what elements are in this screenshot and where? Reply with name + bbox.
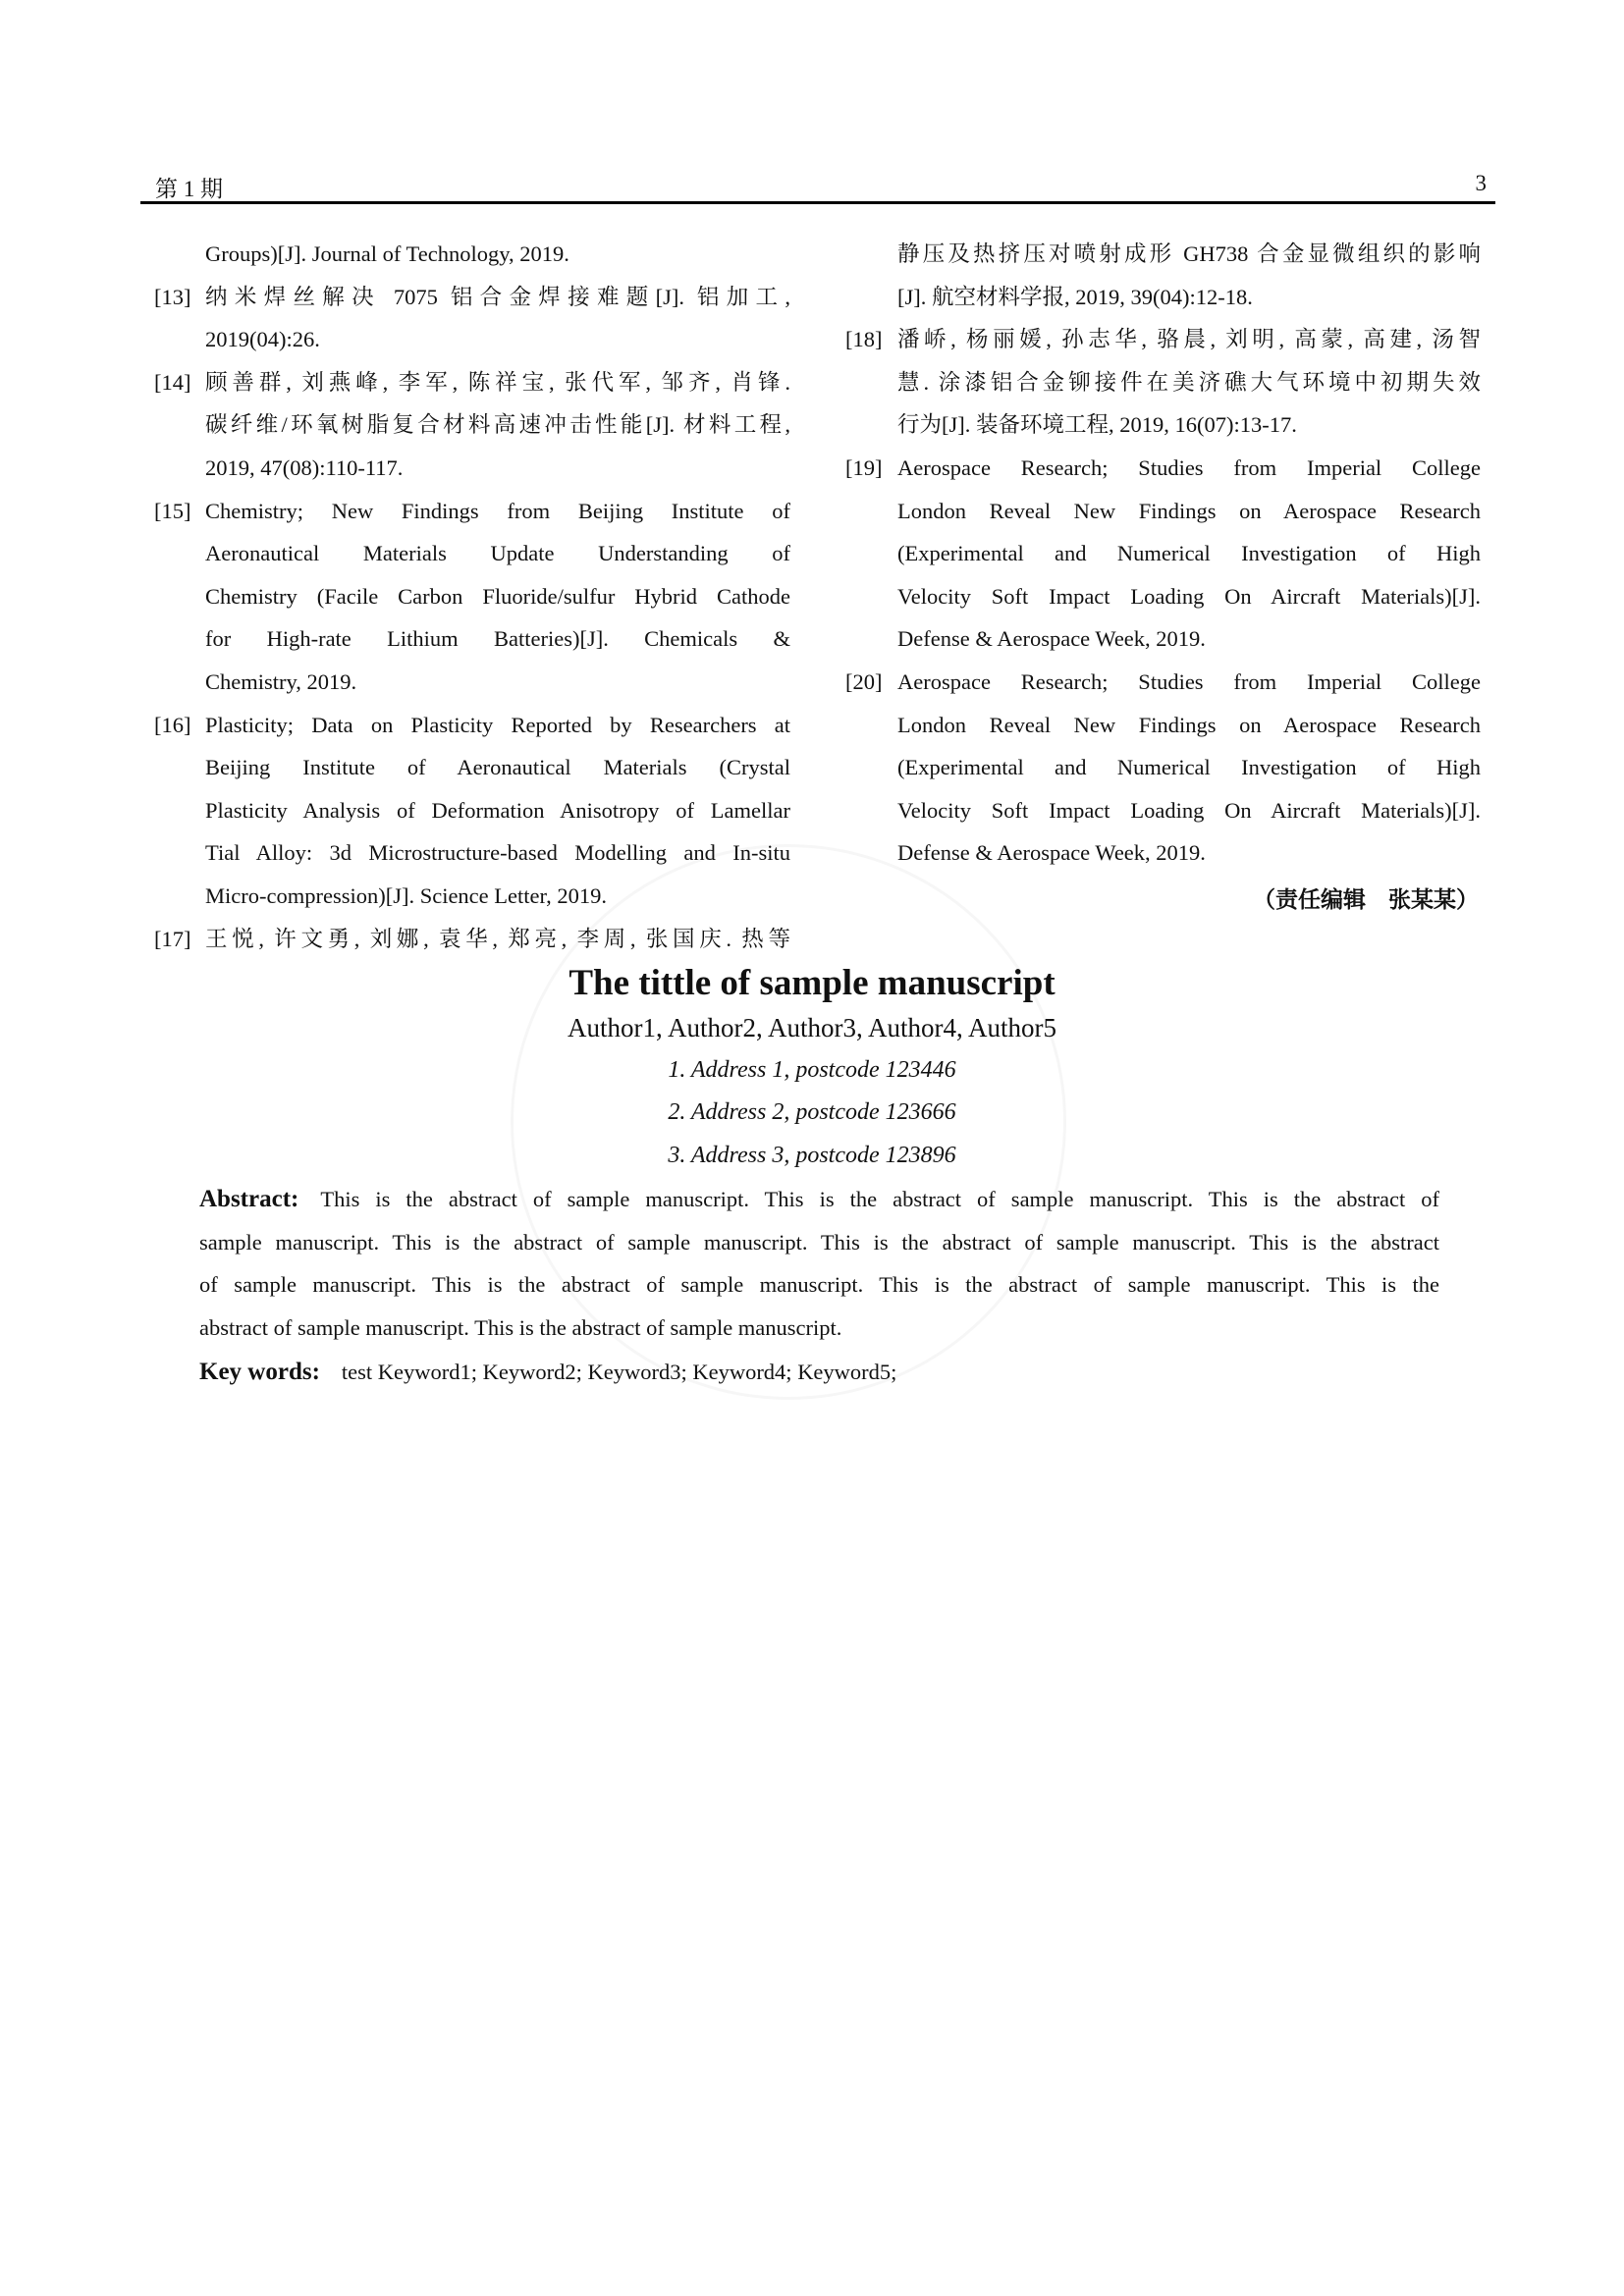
reference-line: 王悦, 许文勇, 刘娜, 袁华, 郑亮, 李周, 张国庆. 热等	[205, 926, 790, 951]
reference-line: Aerospace Research; Studies from Imperial College	[897, 455, 1481, 480]
reference-line: Velocity Soft Impact Loading On Aircraft Materials)[J].	[897, 797, 1481, 823]
paper-authors: Author1, Author2, Author3, Author4, Author5	[568, 1013, 1056, 1042]
reference-number: [13]	[154, 284, 191, 309]
reference-number: [16]	[154, 712, 191, 737]
keywords-label: Key words:	[199, 1359, 320, 1385]
reference-line: 静压及热挤压对喷射成形 GH738 合金显微组织的影响	[897, 241, 1481, 266]
reference-line: Defense & Aerospace Week, 2019.	[897, 626, 1206, 652]
reference-line: Aeronautical Materials Update Understanding of	[205, 541, 790, 566]
reference-number: [19]	[845, 455, 883, 480]
abstract-label: Abstract:	[199, 1186, 299, 1212]
reference-line: Velocity Soft Impact Loading On Aircraft Materials)[J].	[897, 583, 1481, 609]
reference-line: Groups)[J]. Journal of Technology, 2019.	[205, 241, 569, 266]
reference-line: (Experimental and Numerical Investigation of High	[897, 755, 1481, 780]
reference-line: Tial Alloy: 3d Microstructure-based Modelling and In-situ	[205, 840, 790, 866]
reference-line: Micro-compression)[J]. Science Letter, 2019.	[205, 883, 607, 908]
abstract-line-4: abstract of sample manuscript. This is the abstract of sample manuscript.	[199, 1315, 842, 1340]
header-rule	[140, 201, 1495, 204]
keywords-line	[199, 1358, 1439, 1387]
reference-number: [14]	[154, 369, 191, 395]
reference-line: Plasticity; Data on Plasticity Reported by Researchers at	[205, 712, 790, 737]
reference-line: Chemistry (Facile Carbon Fluoride/sulfur Hybrid Cathode	[205, 583, 790, 609]
reference-line: 潘峤, 杨丽媛, 孙志华, 骆晨, 刘明, 高蒙, 高建, 汤智	[897, 327, 1481, 352]
reference-line: [J]. 航空材料学报, 2019, 39(04):12-18.	[897, 284, 1253, 309]
reference-number: [18]	[845, 327, 883, 352]
address-2: 2. Address 2, postcode 123666	[668, 1099, 956, 1125]
reference-number: [17]	[154, 926, 191, 951]
reference-line: 碳纤维/环氧树脂复合材料高速冲击性能[J]. 材料工程,	[205, 412, 790, 438]
address-3: 3. Address 3, postcode 123896	[668, 1143, 956, 1168]
reference-line: 慧. 涂漆铝合金铆接件在美济礁大气环境中初期失效	[897, 369, 1481, 395]
abstract-line-1	[199, 1185, 1439, 1214]
reference-line: 纳米焊丝解决 7075 铝合金焊接难题[J]. 铝加工,	[205, 284, 790, 309]
reference-line: London Reveal New Findings on Aerospace Research	[897, 712, 1481, 737]
reference-line: Aerospace Research; Studies from Imperial College	[897, 669, 1481, 694]
paper-title: The tittle of sample manuscript	[568, 963, 1056, 1003]
reference-line: Plasticity Analysis of Deformation Anisotropy of Lamellar	[205, 797, 790, 823]
reference-line: 2019(04):26.	[205, 327, 320, 352]
reference-number: [20]	[845, 669, 883, 694]
reference-line: Defense & Aerospace Week, 2019.	[897, 840, 1206, 866]
reference-line: Beijing Institute of Aeronautical Materials (Crystal	[205, 755, 790, 780]
reference-line: London Reveal New Findings on Aerospace Research	[897, 498, 1481, 523]
reference-line: 2019, 47(08):110-117.	[205, 455, 404, 480]
reference-line: 顾善群, 刘燕峰, 李军, 陈祥宝, 张代军, 邹齐, 肖锋.	[205, 369, 790, 395]
reference-line: 行为[J]. 装备环境工程, 2019, 16(07):13-17.	[897, 412, 1297, 438]
editor-note: （责任编辑 张某某）	[1253, 887, 1479, 912]
abstract-line-3: of sample manuscript. This is the abstract of sample manuscript. This is the abstract of sample manuscript. This is the	[199, 1272, 1439, 1297]
reference-line: for High-rate Lithium Batteries)[J]. Chemicals &	[205, 626, 790, 652]
address-1: 1. Address 1, postcode 123446	[668, 1057, 956, 1083]
issue-label: 第 1 期	[155, 177, 223, 201]
abstract-line-2: sample manuscript. This is the abstract of sample manuscript. This is the abstract of sample manuscript. This is the abstract	[199, 1230, 1439, 1255]
keywords-text: test Keyword1; Keyword2; Keyword3; Keyword4; Keyword5;	[341, 1360, 897, 1384]
reference-line: (Experimental and Numerical Investigation of High	[897, 541, 1481, 566]
reference-line: Chemistry; New Findings from Beijing Institute of	[205, 498, 790, 523]
reference-line: Chemistry, 2019.	[205, 669, 357, 694]
page-number: 3	[1475, 171, 1487, 195]
reference-number: [15]	[154, 498, 191, 523]
abstract-text: This is the abstract of sample manuscript. This is the abstract of sample manuscript. This is the abstract of	[320, 1187, 1439, 1211]
